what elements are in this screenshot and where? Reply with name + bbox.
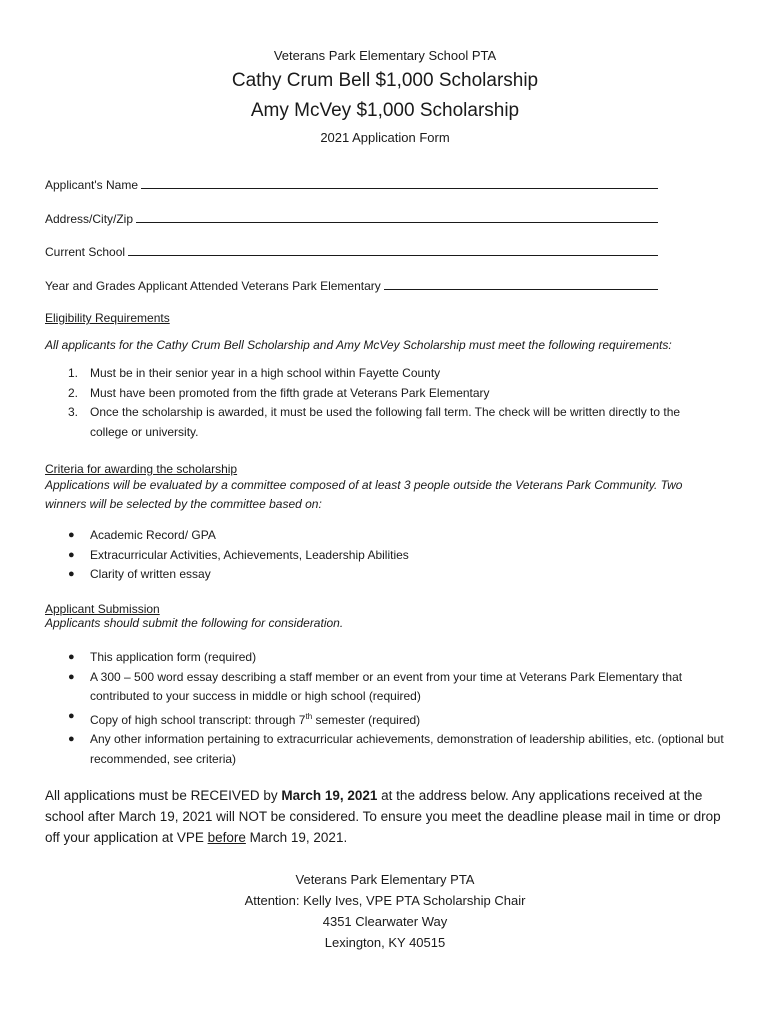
form-subtitle: 2021 Application Form xyxy=(320,130,450,145)
criteria-list xyxy=(45,526,725,585)
address-line-2: Attention: Kelly Ives, VPE PTA Scholarship Chair xyxy=(244,893,526,908)
years-attended-line[interactable] xyxy=(384,288,658,290)
years-attended-field[interactable] xyxy=(45,279,658,293)
list-item: 2. Must have been promoted from the fifth grade at Veterans Park Elementary xyxy=(68,385,490,400)
list-item: ● Academic Record/ GPA xyxy=(68,528,216,542)
applicant-name-field[interactable] xyxy=(45,178,658,192)
scholarship-title-2: Amy McVey $1,000 Scholarship xyxy=(250,100,520,121)
eligibility-list xyxy=(45,364,685,442)
mailing-address xyxy=(0,869,770,953)
years-attended-label: Year and Grades Applicant Attended Veterans Park Elementary xyxy=(45,279,381,293)
eligibility-intro: All applicants for the Cathy Crum Bell Scholarship and Amy McVey Scholarship must meet the following requirements: xyxy=(45,338,672,352)
address-line-4: Lexington, KY 40515 xyxy=(324,935,446,950)
current-school-field[interactable] xyxy=(45,245,658,259)
list-item: 1. Must be in their senior year in a high school within Fayette County xyxy=(68,366,441,380)
current-school-label: Current School xyxy=(45,245,126,259)
scholarship-title-1: Cathy Crum Bell $1,000 Scholarship xyxy=(231,70,539,91)
deadline-date: March 19, 2021 xyxy=(281,788,378,803)
list-item: ● This application form (required) xyxy=(68,650,257,664)
submission-section xyxy=(45,602,725,769)
list-item: ● Extracurricular Activities, Achievements, Leadership Abilities xyxy=(68,547,409,562)
eligibility-heading: Eligibility Requirements xyxy=(45,311,170,325)
address-line-3: 4351 Clearwater Way xyxy=(322,914,448,929)
list-item: ● Any other information pertaining to extracurricular achievements, demonstration of leadership abilities, etc. (optional but recommended, see criteria) xyxy=(68,732,724,766)
organization-name: Veterans Park Elementary School PTA xyxy=(273,48,497,63)
submission-list xyxy=(45,648,725,769)
submission-intro: Applicants should submit the following for consideration. xyxy=(45,616,344,630)
address-line-1: Veterans Park Elementary PTA xyxy=(295,872,475,887)
list-item: ● Copy of high school transcript: through 7th semester (required) xyxy=(68,709,421,727)
deadline-paragraph: All applications must be RECEIVED by March 19, 2021 at the address below. Any applications received at the school after March 19, 2021 will NOT be considered. To ensure you meet the deadline please mail in time or drop off your application at VPE before March 19, 2021. xyxy=(45,788,721,845)
eligibility-section xyxy=(45,311,725,442)
list-item: 3. Once the scholarship is awarded, it must be used the following fall term. The check will be written directly to the college or university. xyxy=(68,405,681,439)
address-label: Address/City/Zip xyxy=(45,212,134,226)
list-item: ● A 300 – 500 word essay describing a staff member or an event from your time at Veterans Park Elementary that contributed to your success in middle or high school (required) xyxy=(68,669,683,703)
applicant-name-line[interactable] xyxy=(141,187,658,189)
address-line[interactable] xyxy=(136,221,658,223)
criteria-intro: Applications will be evaluated by a committee composed of at least 3 people outside the Veterans Park Community. Two winners will be selected by the committee based on: xyxy=(45,478,683,511)
current-school-line[interactable] xyxy=(128,254,658,256)
criteria-section xyxy=(45,462,725,585)
submission-heading: Applicant Submission xyxy=(45,602,160,616)
applicant-name-label: Applicant's Name xyxy=(45,178,138,192)
address-field[interactable] xyxy=(45,212,658,226)
list-item: ● Clarity of written essay xyxy=(68,567,211,581)
criteria-heading: Criteria for awarding the scholarship xyxy=(45,462,238,476)
